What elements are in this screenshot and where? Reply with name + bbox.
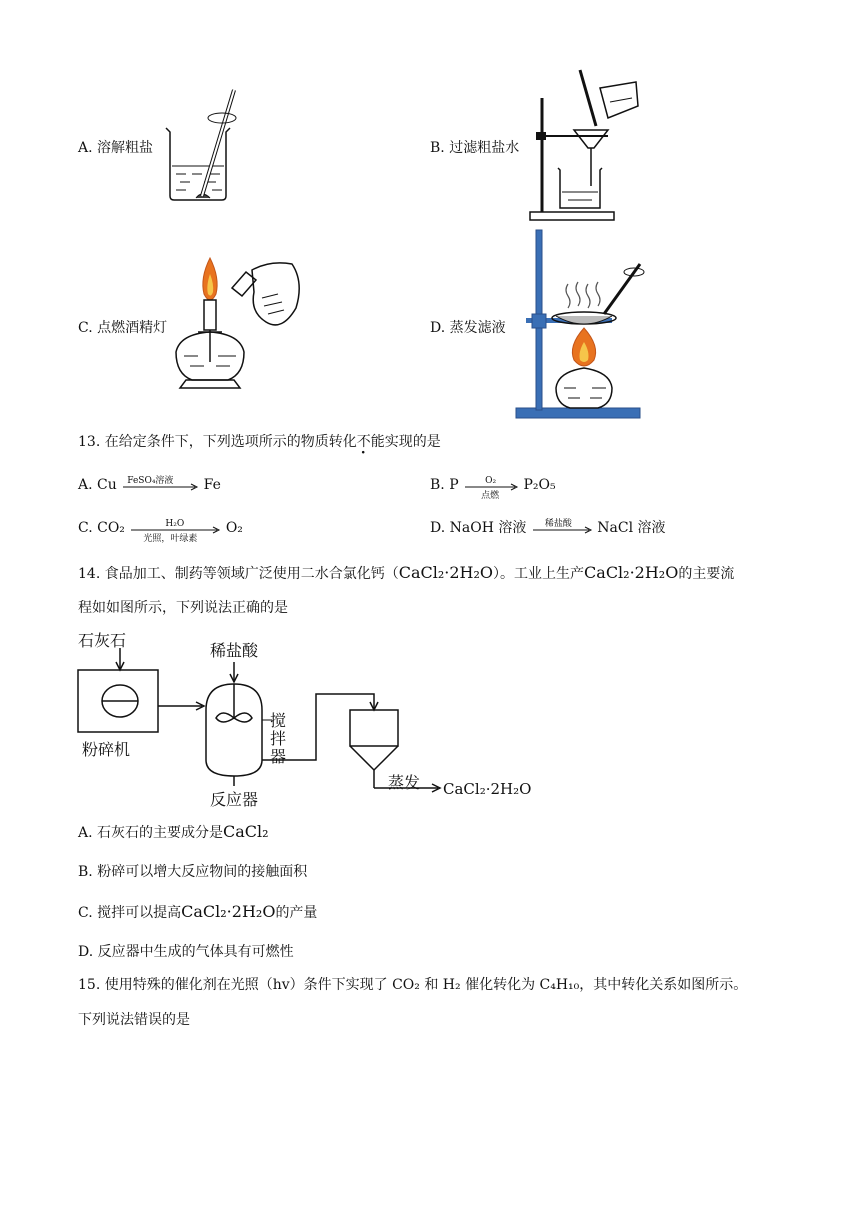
q13-stem-after: 能实现的是: [370, 434, 441, 450]
q14-stem-line2: 程如如图所示，下列说法正确的是: [78, 600, 288, 616]
q13-b-cond-top: O₂: [485, 476, 497, 486]
q13-d-left: D. NaOH 溶液: [430, 520, 527, 536]
q14-stem1-after: 的主要流: [678, 566, 735, 582]
option-c-label: C. 点燃酒精灯: [78, 320, 168, 336]
q13-c-cond-top: H₂O: [165, 519, 185, 529]
q13-option-b: [430, 475, 556, 501]
q13-b-left: B. P: [430, 477, 459, 493]
q14-a-formula: CaCl₂: [223, 822, 269, 841]
q14-option-b: B. 粉碎可以增大反应物间的接触面积: [78, 864, 308, 880]
q13-d-right: NaCl 溶液: [597, 520, 666, 536]
flow-stir-2: 拌: [270, 729, 287, 748]
q13-stem-emph: 不: [356, 434, 371, 450]
q14-c-after: 的产量: [275, 905, 318, 921]
beaker-dissolve-diagram: [160, 88, 240, 203]
q13-a-cond: FeSO₄溶液: [127, 476, 174, 486]
q14-c-formula: CaCl₂·2H₂O: [181, 902, 276, 921]
q14-formula-1: CaCl₂·2H₂O: [398, 563, 494, 582]
q13-c-right: O₂: [225, 520, 243, 536]
option-a-label: A. 溶解粗盐: [78, 140, 154, 156]
flow-stir-1: 搅: [270, 711, 287, 730]
q14-stem-line1: [78, 563, 734, 584]
q13-a-left: A. Cu: [78, 477, 117, 493]
q13-stem-before: 13. 在给定条件下，下列选项所示的物质转化: [78, 434, 357, 450]
q15-stem-line1: 15. 使用特殊的催化剂在光照（hv）条件下实现了 CO₂ 和 H₂ 催化转化为 C₄H₁₀，其中转化关系如图所示。: [78, 977, 748, 993]
flow-evaporate-label: 蒸发: [388, 773, 421, 792]
option-b-label: B. 过滤粗盐水: [430, 140, 520, 156]
q14-stem1-mid: ）。工业上生产: [493, 566, 585, 582]
q14-stem1-before: 14. 食品加工、制药等领域广泛使用二水合氯化钙（: [78, 566, 399, 582]
production-flow-diagram: [76, 648, 456, 798]
q14-formula-2: CaCl₂·2H₂O: [584, 563, 679, 582]
flow-hcl-label: 稀盐酸: [210, 641, 259, 660]
q13-option-d: [430, 518, 666, 538]
q13-d-cond: 稀盐酸: [544, 519, 572, 529]
flow-reactor-label: 反应器: [210, 790, 259, 809]
q13-c-cond-bottom: 光照，叶绿素: [143, 534, 198, 544]
q13-b-cond-bottom: 点燃: [481, 491, 500, 501]
q14-c-before: C. 搅拌可以提高: [78, 905, 182, 921]
q13-b-arrow: [463, 475, 519, 501]
q14-option-a: [78, 822, 269, 843]
q13-option-c: [78, 518, 243, 544]
flow-crusher-label: 粉碎机: [82, 740, 131, 759]
flow-limestone-label: 石灰石: [78, 631, 127, 650]
filtration-diagram: [528, 68, 643, 223]
q13-stem: [78, 432, 441, 452]
q13-option-a: [78, 475, 221, 495]
q13-c-left: C. CO₂: [78, 520, 125, 536]
flow-stir-3: 器: [270, 747, 287, 766]
q13-a-arrow: [121, 475, 199, 495]
q14-a-text: A. 石灰石的主要成分是: [78, 825, 224, 841]
evaporation-diagram: [512, 228, 652, 420]
q13-c-arrow: [129, 518, 221, 544]
q14-option-c: [78, 902, 317, 923]
q15-stem-line2: 下列说法错误的是: [78, 1012, 190, 1028]
option-d-label: D. 蒸发滤液: [430, 320, 506, 336]
q13-b-right: P₂O₅: [523, 477, 556, 493]
q13-a-right: Fe: [203, 477, 221, 493]
alcohol-lamp-diagram: [170, 252, 310, 392]
q13-d-arrow: [531, 518, 593, 538]
flow-product-label: CaCl₂·2H₂O: [443, 780, 532, 798]
q14-option-d: D. 反应器中生成的气体具有可燃性: [78, 944, 294, 960]
